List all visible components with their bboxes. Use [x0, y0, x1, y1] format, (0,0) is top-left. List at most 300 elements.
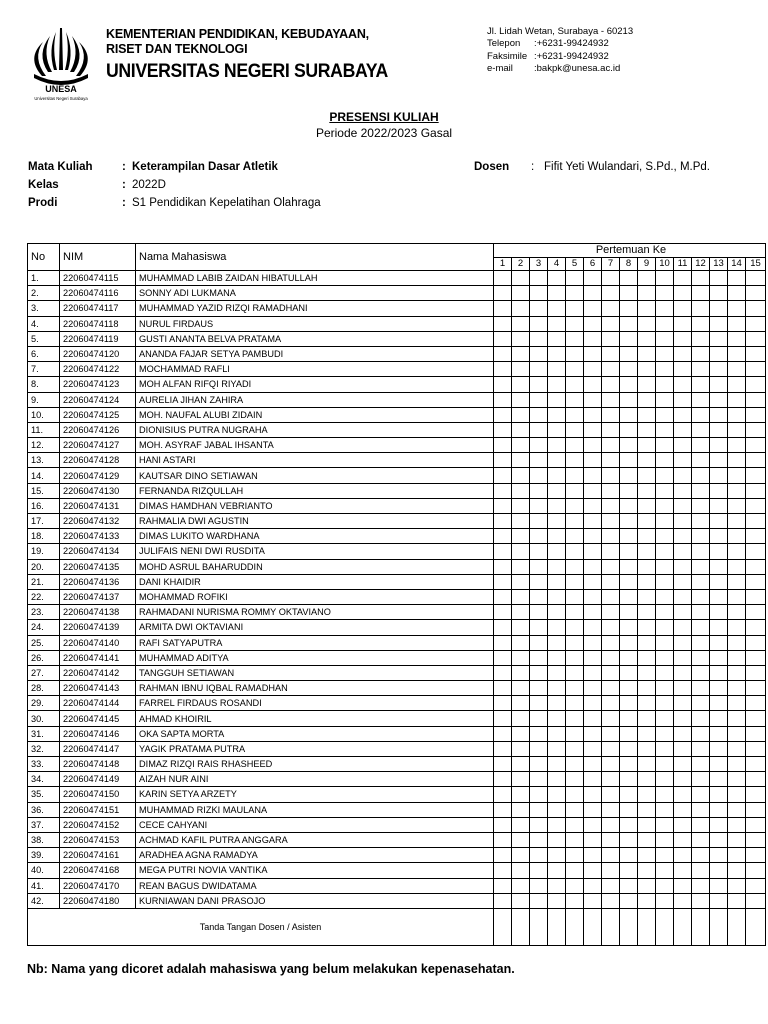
attendance-cell[interactable] [548, 453, 566, 468]
attendance-cell[interactable] [638, 453, 656, 468]
attendance-cell[interactable] [620, 286, 638, 301]
attendance-cell[interactable] [530, 331, 548, 346]
signature-cell[interactable] [584, 908, 602, 945]
attendance-cell[interactable] [638, 741, 656, 756]
attendance-cell[interactable] [530, 544, 548, 559]
attendance-cell[interactable] [530, 711, 548, 726]
attendance-cell[interactable] [638, 817, 656, 832]
attendance-cell[interactable] [494, 544, 512, 559]
attendance-cell[interactable] [656, 878, 674, 893]
attendance-cell[interactable] [728, 696, 746, 711]
attendance-cell[interactable] [728, 316, 746, 331]
attendance-cell[interactable] [602, 316, 620, 331]
attendance-cell[interactable] [494, 407, 512, 422]
attendance-cell[interactable] [530, 407, 548, 422]
attendance-cell[interactable] [710, 650, 728, 665]
attendance-cell[interactable] [692, 316, 710, 331]
attendance-cell[interactable] [512, 787, 530, 802]
attendance-cell[interactable] [602, 286, 620, 301]
attendance-cell[interactable] [710, 741, 728, 756]
attendance-cell[interactable] [692, 741, 710, 756]
attendance-cell[interactable] [620, 422, 638, 437]
attendance-cell[interactable] [530, 696, 548, 711]
signature-cell[interactable] [746, 908, 766, 945]
attendance-cell[interactable] [620, 817, 638, 832]
attendance-cell[interactable] [512, 407, 530, 422]
attendance-cell[interactable] [638, 665, 656, 680]
attendance-cell[interactable] [566, 544, 584, 559]
attendance-cell[interactable] [566, 377, 584, 392]
attendance-cell[interactable] [602, 741, 620, 756]
attendance-cell[interactable] [584, 438, 602, 453]
attendance-cell[interactable] [620, 726, 638, 741]
attendance-cell[interactable] [602, 438, 620, 453]
attendance-cell[interactable] [494, 589, 512, 604]
attendance-cell[interactable] [728, 893, 746, 908]
attendance-cell[interactable] [494, 422, 512, 437]
attendance-cell[interactable] [674, 559, 692, 574]
attendance-cell[interactable] [512, 650, 530, 665]
attendance-cell[interactable] [584, 483, 602, 498]
attendance-cell[interactable] [548, 605, 566, 620]
attendance-cell[interactable] [746, 559, 766, 574]
attendance-cell[interactable] [548, 271, 566, 286]
attendance-cell[interactable] [530, 286, 548, 301]
attendance-cell[interactable] [656, 741, 674, 756]
attendance-cell[interactable] [674, 848, 692, 863]
attendance-cell[interactable] [638, 696, 656, 711]
attendance-cell[interactable] [494, 635, 512, 650]
attendance-cell[interactable] [548, 893, 566, 908]
attendance-cell[interactable] [548, 711, 566, 726]
attendance-cell[interactable] [656, 392, 674, 407]
attendance-cell[interactable] [638, 377, 656, 392]
attendance-cell[interactable] [548, 422, 566, 437]
attendance-cell[interactable] [602, 301, 620, 316]
attendance-cell[interactable] [512, 544, 530, 559]
signature-cell[interactable] [566, 908, 584, 945]
attendance-cell[interactable] [602, 681, 620, 696]
attendance-cell[interactable] [548, 802, 566, 817]
attendance-cell[interactable] [692, 757, 710, 772]
attendance-cell[interactable] [584, 529, 602, 544]
attendance-cell[interactable] [548, 514, 566, 529]
attendance-cell[interactable] [584, 605, 602, 620]
attendance-cell[interactable] [710, 848, 728, 863]
attendance-cell[interactable] [548, 665, 566, 680]
attendance-cell[interactable] [638, 605, 656, 620]
attendance-cell[interactable] [494, 681, 512, 696]
attendance-cell[interactable] [620, 271, 638, 286]
attendance-cell[interactable] [674, 863, 692, 878]
attendance-cell[interactable] [692, 726, 710, 741]
attendance-cell[interactable] [710, 711, 728, 726]
attendance-cell[interactable] [584, 468, 602, 483]
attendance-cell[interactable] [530, 878, 548, 893]
attendance-cell[interactable] [638, 362, 656, 377]
signature-cell[interactable] [494, 908, 512, 945]
attendance-cell[interactable] [620, 331, 638, 346]
attendance-cell[interactable] [620, 711, 638, 726]
attendance-cell[interactable] [638, 559, 656, 574]
attendance-cell[interactable] [548, 483, 566, 498]
attendance-cell[interactable] [638, 422, 656, 437]
attendance-cell[interactable] [602, 483, 620, 498]
attendance-cell[interactable] [512, 605, 530, 620]
attendance-cell[interactable] [494, 726, 512, 741]
attendance-cell[interactable] [494, 286, 512, 301]
attendance-cell[interactable] [620, 316, 638, 331]
attendance-cell[interactable] [584, 346, 602, 361]
attendance-cell[interactable] [656, 498, 674, 513]
attendance-cell[interactable] [548, 377, 566, 392]
attendance-cell[interactable] [674, 271, 692, 286]
attendance-cell[interactable] [746, 529, 766, 544]
attendance-cell[interactable] [728, 362, 746, 377]
attendance-cell[interactable] [692, 817, 710, 832]
signature-cell[interactable] [674, 908, 692, 945]
attendance-cell[interactable] [584, 817, 602, 832]
attendance-cell[interactable] [566, 559, 584, 574]
attendance-cell[interactable] [566, 574, 584, 589]
attendance-cell[interactable] [566, 757, 584, 772]
attendance-cell[interactable] [602, 574, 620, 589]
attendance-cell[interactable] [530, 741, 548, 756]
attendance-cell[interactable] [728, 301, 746, 316]
attendance-cell[interactable] [656, 817, 674, 832]
attendance-cell[interactable] [530, 635, 548, 650]
attendance-cell[interactable] [548, 757, 566, 772]
attendance-cell[interactable] [656, 407, 674, 422]
attendance-cell[interactable] [530, 498, 548, 513]
attendance-cell[interactable] [674, 346, 692, 361]
attendance-cell[interactable] [620, 741, 638, 756]
attendance-cell[interactable] [746, 574, 766, 589]
attendance-cell[interactable] [494, 711, 512, 726]
attendance-cell[interactable] [584, 802, 602, 817]
signature-cell[interactable] [620, 908, 638, 945]
attendance-cell[interactable] [638, 681, 656, 696]
attendance-cell[interactable] [728, 863, 746, 878]
attendance-cell[interactable] [512, 301, 530, 316]
attendance-cell[interactable] [638, 407, 656, 422]
attendance-cell[interactable] [566, 817, 584, 832]
attendance-cell[interactable] [620, 377, 638, 392]
attendance-cell[interactable] [530, 271, 548, 286]
attendance-cell[interactable] [746, 878, 766, 893]
attendance-cell[interactable] [656, 438, 674, 453]
attendance-cell[interactable] [674, 422, 692, 437]
attendance-cell[interactable] [512, 620, 530, 635]
attendance-cell[interactable] [602, 863, 620, 878]
attendance-cell[interactable] [494, 787, 512, 802]
attendance-cell[interactable] [728, 468, 746, 483]
attendance-cell[interactable] [494, 863, 512, 878]
attendance-cell[interactable] [692, 438, 710, 453]
attendance-cell[interactable] [710, 362, 728, 377]
attendance-cell[interactable] [692, 635, 710, 650]
attendance-cell[interactable] [548, 438, 566, 453]
attendance-cell[interactable] [638, 635, 656, 650]
attendance-cell[interactable] [692, 346, 710, 361]
attendance-cell[interactable] [548, 787, 566, 802]
attendance-cell[interactable] [746, 650, 766, 665]
attendance-cell[interactable] [566, 483, 584, 498]
attendance-cell[interactable] [728, 802, 746, 817]
attendance-cell[interactable] [548, 726, 566, 741]
attendance-cell[interactable] [656, 832, 674, 847]
attendance-cell[interactable] [566, 271, 584, 286]
attendance-cell[interactable] [692, 377, 710, 392]
attendance-cell[interactable] [674, 757, 692, 772]
attendance-cell[interactable] [512, 711, 530, 726]
attendance-cell[interactable] [548, 650, 566, 665]
attendance-cell[interactable] [674, 832, 692, 847]
attendance-cell[interactable] [674, 407, 692, 422]
attendance-cell[interactable] [746, 605, 766, 620]
attendance-cell[interactable] [710, 271, 728, 286]
attendance-cell[interactable] [494, 438, 512, 453]
attendance-cell[interactable] [638, 848, 656, 863]
attendance-cell[interactable] [692, 271, 710, 286]
attendance-cell[interactable] [710, 817, 728, 832]
attendance-cell[interactable] [710, 863, 728, 878]
attendance-cell[interactable] [548, 346, 566, 361]
attendance-cell[interactable] [692, 893, 710, 908]
attendance-cell[interactable] [710, 544, 728, 559]
attendance-cell[interactable] [584, 711, 602, 726]
attendance-cell[interactable] [548, 498, 566, 513]
attendance-cell[interactable] [584, 301, 602, 316]
attendance-cell[interactable] [512, 589, 530, 604]
attendance-cell[interactable] [620, 696, 638, 711]
attendance-cell[interactable] [548, 574, 566, 589]
attendance-cell[interactable] [656, 316, 674, 331]
attendance-cell[interactable] [530, 362, 548, 377]
attendance-cell[interactable] [494, 514, 512, 529]
attendance-cell[interactable] [530, 817, 548, 832]
attendance-cell[interactable] [620, 407, 638, 422]
attendance-cell[interactable] [548, 468, 566, 483]
attendance-cell[interactable] [548, 407, 566, 422]
attendance-cell[interactable] [710, 377, 728, 392]
attendance-cell[interactable] [746, 635, 766, 650]
attendance-cell[interactable] [674, 772, 692, 787]
attendance-cell[interactable] [656, 483, 674, 498]
attendance-cell[interactable] [620, 863, 638, 878]
attendance-cell[interactable] [674, 316, 692, 331]
attendance-cell[interactable] [494, 392, 512, 407]
attendance-cell[interactable] [692, 468, 710, 483]
attendance-cell[interactable] [566, 392, 584, 407]
attendance-cell[interactable] [548, 741, 566, 756]
attendance-cell[interactable] [728, 392, 746, 407]
attendance-cell[interactable] [494, 529, 512, 544]
attendance-cell[interactable] [584, 271, 602, 286]
attendance-cell[interactable] [620, 468, 638, 483]
attendance-cell[interactable] [566, 589, 584, 604]
attendance-cell[interactable] [710, 346, 728, 361]
attendance-cell[interactable] [530, 772, 548, 787]
attendance-cell[interactable] [494, 346, 512, 361]
attendance-cell[interactable] [512, 514, 530, 529]
attendance-cell[interactable] [512, 681, 530, 696]
attendance-cell[interactable] [728, 650, 746, 665]
attendance-cell[interactable] [746, 589, 766, 604]
attendance-cell[interactable] [512, 559, 530, 574]
attendance-cell[interactable] [584, 498, 602, 513]
attendance-cell[interactable] [674, 301, 692, 316]
attendance-cell[interactable] [602, 529, 620, 544]
attendance-cell[interactable] [674, 286, 692, 301]
attendance-cell[interactable] [602, 346, 620, 361]
attendance-cell[interactable] [530, 681, 548, 696]
attendance-cell[interactable] [530, 589, 548, 604]
attendance-cell[interactable] [710, 635, 728, 650]
attendance-cell[interactable] [638, 392, 656, 407]
attendance-cell[interactable] [746, 832, 766, 847]
attendance-cell[interactable] [746, 863, 766, 878]
signature-cell[interactable] [728, 908, 746, 945]
attendance-cell[interactable] [494, 893, 512, 908]
attendance-cell[interactable] [710, 316, 728, 331]
attendance-cell[interactable] [602, 848, 620, 863]
attendance-cell[interactable] [620, 893, 638, 908]
attendance-cell[interactable] [494, 757, 512, 772]
attendance-cell[interactable] [674, 377, 692, 392]
attendance-cell[interactable] [710, 726, 728, 741]
attendance-cell[interactable] [746, 711, 766, 726]
attendance-cell[interactable] [584, 407, 602, 422]
attendance-cell[interactable] [584, 286, 602, 301]
attendance-cell[interactable] [746, 362, 766, 377]
attendance-cell[interactable] [656, 529, 674, 544]
attendance-cell[interactable] [656, 863, 674, 878]
attendance-cell[interactable] [656, 377, 674, 392]
attendance-cell[interactable] [656, 635, 674, 650]
attendance-cell[interactable] [530, 377, 548, 392]
attendance-cell[interactable] [512, 392, 530, 407]
attendance-cell[interactable] [584, 772, 602, 787]
attendance-cell[interactable] [656, 665, 674, 680]
attendance-cell[interactable] [656, 559, 674, 574]
attendance-cell[interactable] [746, 407, 766, 422]
attendance-cell[interactable] [728, 726, 746, 741]
attendance-cell[interactable] [746, 757, 766, 772]
attendance-cell[interactable] [566, 453, 584, 468]
attendance-cell[interactable] [728, 331, 746, 346]
attendance-cell[interactable] [602, 650, 620, 665]
attendance-cell[interactable] [746, 848, 766, 863]
attendance-cell[interactable] [566, 772, 584, 787]
attendance-cell[interactable] [602, 832, 620, 847]
attendance-cell[interactable] [512, 817, 530, 832]
attendance-cell[interactable] [530, 529, 548, 544]
attendance-cell[interactable] [494, 468, 512, 483]
attendance-cell[interactable] [746, 544, 766, 559]
attendance-cell[interactable] [674, 438, 692, 453]
attendance-cell[interactable] [710, 498, 728, 513]
attendance-cell[interactable] [512, 893, 530, 908]
attendance-cell[interactable] [602, 893, 620, 908]
attendance-cell[interactable] [674, 787, 692, 802]
attendance-cell[interactable] [656, 574, 674, 589]
attendance-cell[interactable] [566, 438, 584, 453]
attendance-cell[interactable] [584, 514, 602, 529]
attendance-cell[interactable] [566, 848, 584, 863]
attendance-cell[interactable] [692, 301, 710, 316]
attendance-cell[interactable] [692, 832, 710, 847]
attendance-cell[interactable] [638, 498, 656, 513]
attendance-cell[interactable] [602, 787, 620, 802]
attendance-cell[interactable] [566, 514, 584, 529]
attendance-cell[interactable] [746, 422, 766, 437]
attendance-cell[interactable] [656, 331, 674, 346]
attendance-cell[interactable] [494, 377, 512, 392]
attendance-cell[interactable] [566, 741, 584, 756]
attendance-cell[interactable] [548, 392, 566, 407]
attendance-cell[interactable] [512, 665, 530, 680]
attendance-cell[interactable] [494, 605, 512, 620]
attendance-cell[interactable] [602, 331, 620, 346]
attendance-cell[interactable] [656, 726, 674, 741]
attendance-cell[interactable] [602, 757, 620, 772]
attendance-cell[interactable] [638, 878, 656, 893]
attendance-cell[interactable] [638, 726, 656, 741]
attendance-cell[interactable] [602, 726, 620, 741]
attendance-cell[interactable] [710, 301, 728, 316]
attendance-cell[interactable] [620, 362, 638, 377]
attendance-cell[interactable] [692, 650, 710, 665]
signature-cell[interactable] [530, 908, 548, 945]
attendance-cell[interactable] [638, 331, 656, 346]
attendance-cell[interactable] [746, 498, 766, 513]
attendance-cell[interactable] [674, 878, 692, 893]
attendance-cell[interactable] [620, 787, 638, 802]
attendance-cell[interactable] [602, 559, 620, 574]
attendance-cell[interactable] [674, 665, 692, 680]
attendance-cell[interactable] [566, 787, 584, 802]
attendance-cell[interactable] [584, 650, 602, 665]
attendance-cell[interactable] [566, 286, 584, 301]
attendance-cell[interactable] [656, 346, 674, 361]
attendance-cell[interactable] [602, 772, 620, 787]
attendance-cell[interactable] [602, 392, 620, 407]
attendance-cell[interactable] [620, 802, 638, 817]
attendance-cell[interactable] [638, 438, 656, 453]
attendance-cell[interactable] [710, 331, 728, 346]
attendance-cell[interactable] [674, 529, 692, 544]
attendance-cell[interactable] [728, 514, 746, 529]
attendance-cell[interactable] [512, 726, 530, 741]
attendance-cell[interactable] [548, 589, 566, 604]
attendance-cell[interactable] [746, 893, 766, 908]
attendance-cell[interactable] [494, 271, 512, 286]
attendance-cell[interactable] [710, 832, 728, 847]
attendance-cell[interactable] [602, 665, 620, 680]
attendance-cell[interactable] [566, 726, 584, 741]
attendance-cell[interactable] [620, 681, 638, 696]
attendance-cell[interactable] [584, 316, 602, 331]
attendance-cell[interactable] [656, 696, 674, 711]
attendance-cell[interactable] [602, 620, 620, 635]
attendance-cell[interactable] [548, 863, 566, 878]
attendance-cell[interactable] [638, 468, 656, 483]
attendance-cell[interactable] [602, 544, 620, 559]
attendance-cell[interactable] [692, 863, 710, 878]
attendance-cell[interactable] [710, 696, 728, 711]
attendance-cell[interactable] [620, 620, 638, 635]
